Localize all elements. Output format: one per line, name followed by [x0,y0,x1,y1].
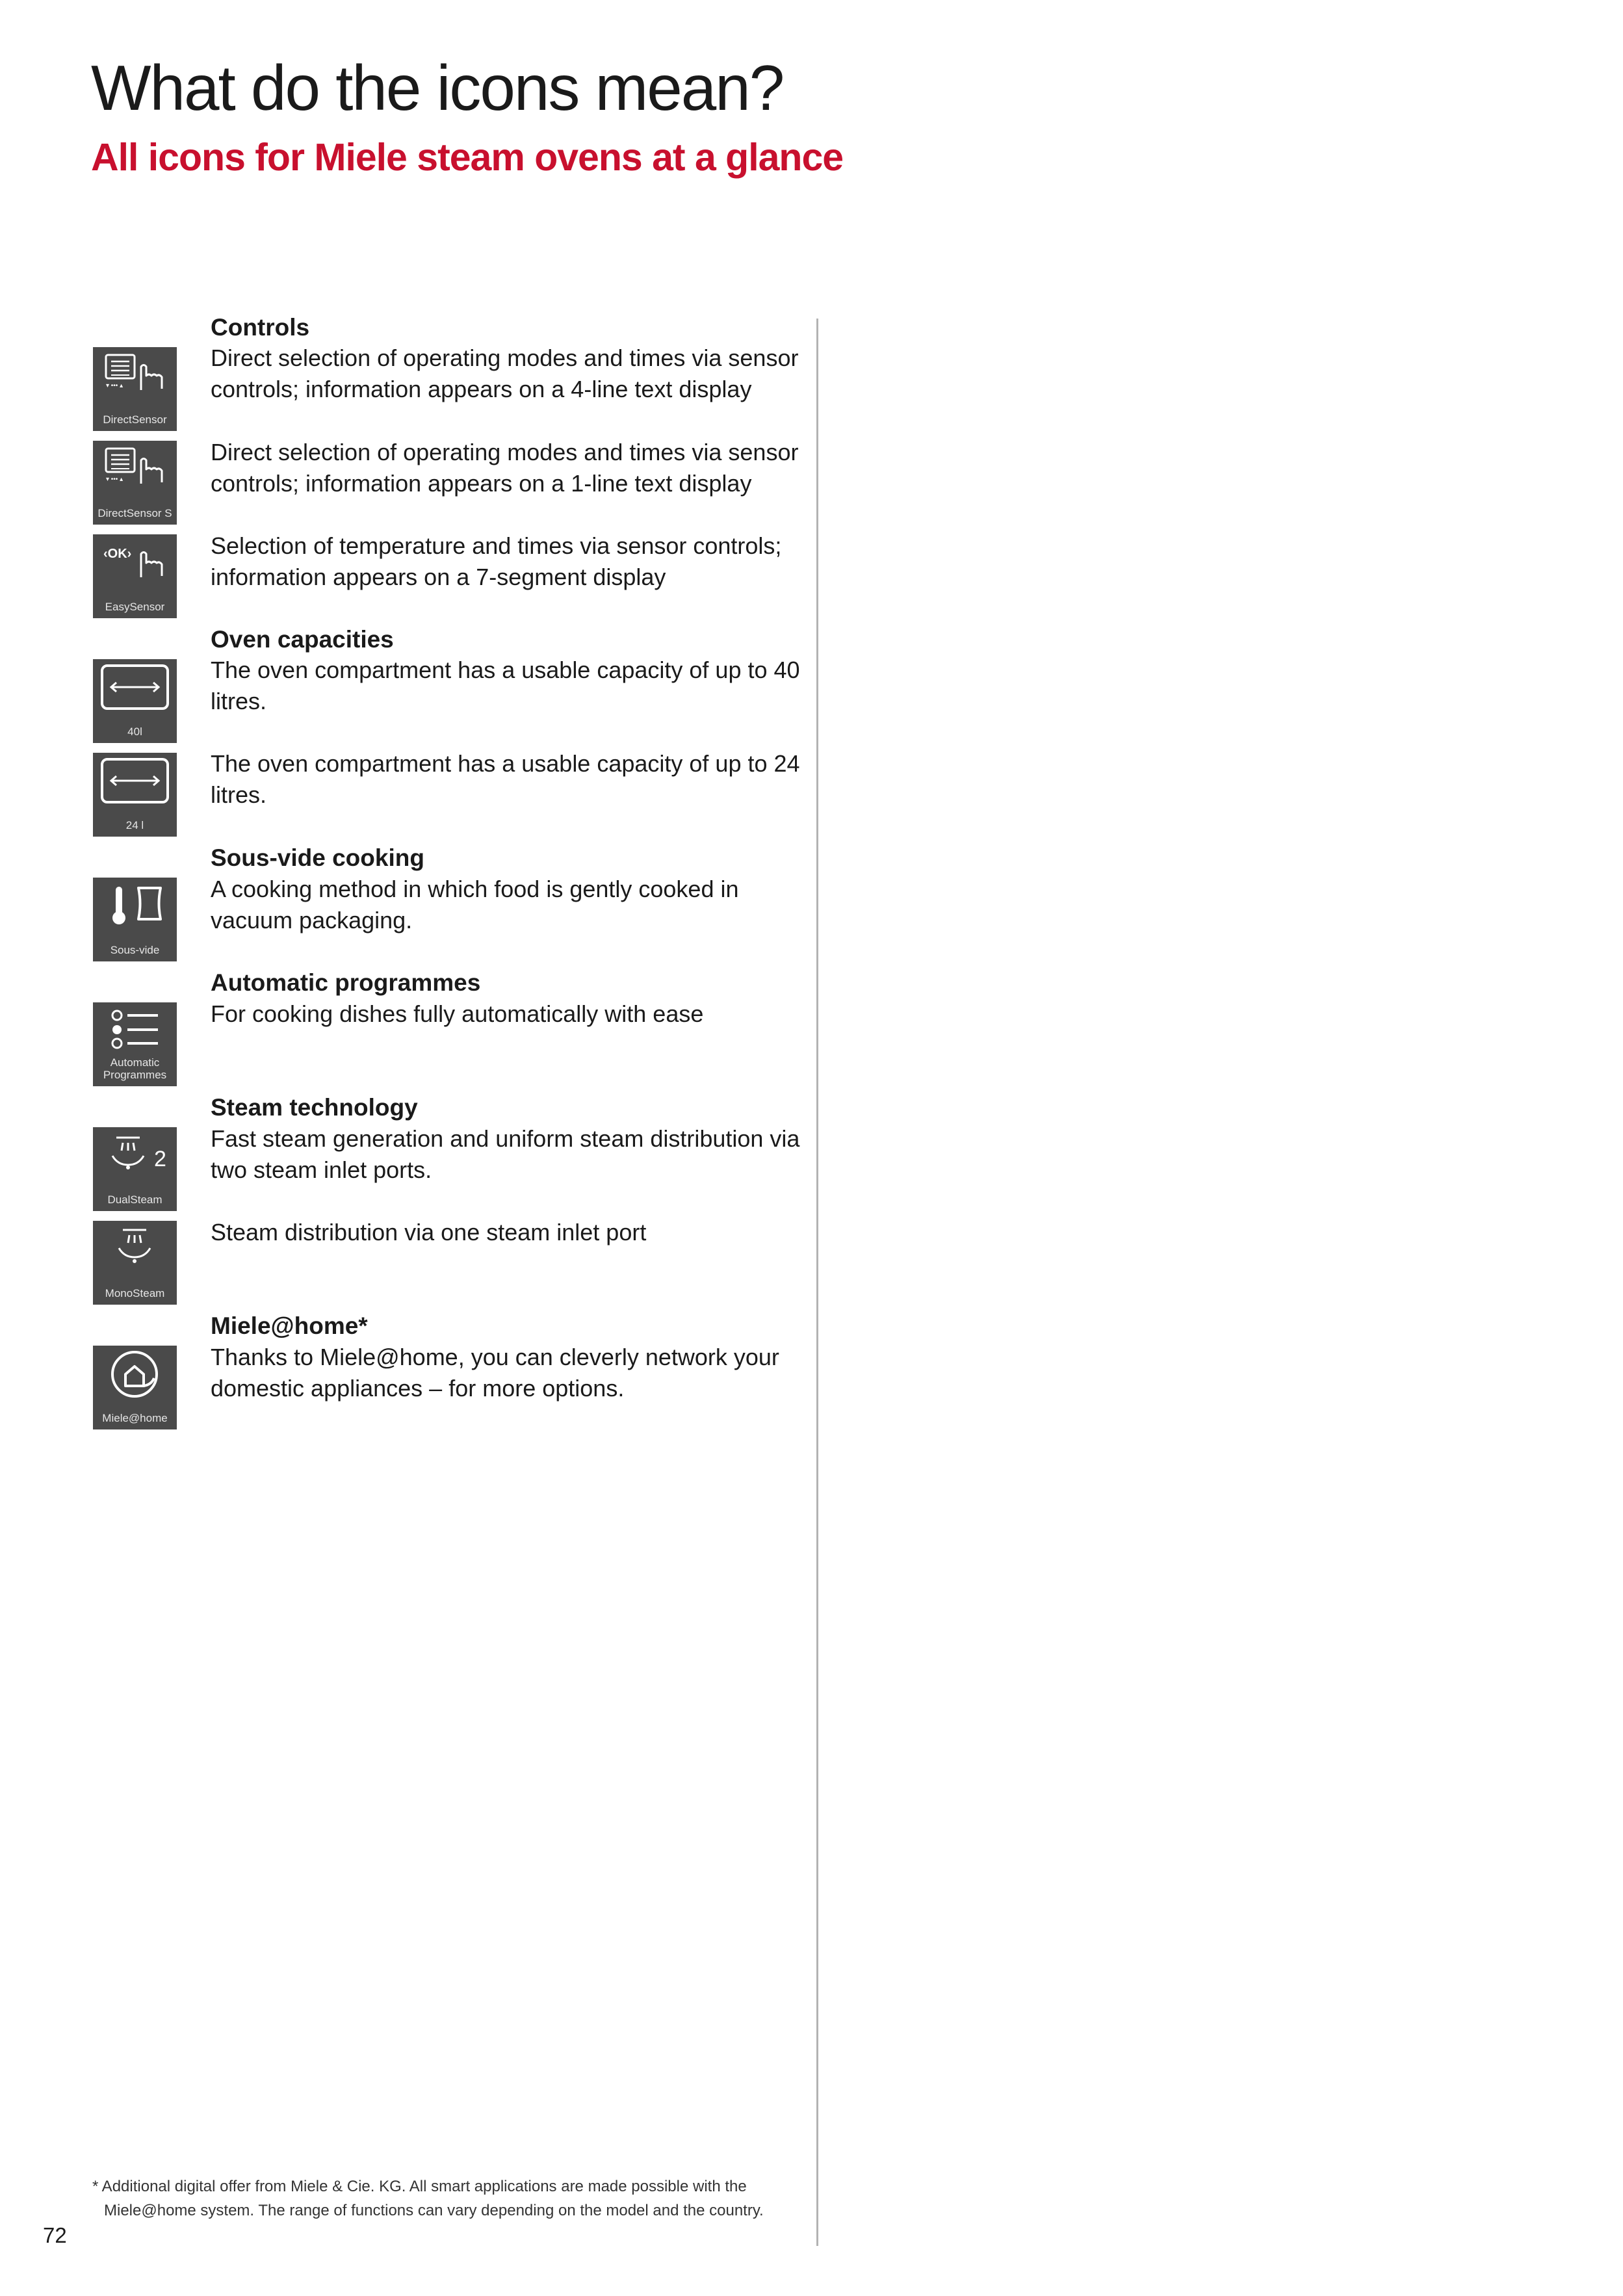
svg-text:‹OK›: ‹OK› [103,547,132,561]
icon-label: Sous-vide [110,944,160,956]
icon-tile-easysensor [93,534,177,618]
icon-label: EasySensor [105,601,165,613]
icon-tile-monosteam [93,1221,177,1305]
icon-tile-dualsteam [93,1127,177,1211]
page-subtitle: All icons for Miele steam ovens at a glance [91,136,844,179]
icon-label: DirectSensor S [97,507,172,519]
description-mielehome: Thanks to Miele@home, you can cleverly network your domestic appliances – for more options. [211,1344,779,1402]
icon-tile-mielehome [93,1346,177,1429]
icon-label-line1: Automatic [110,1056,160,1069]
description-40l: The oven compartment has a usable capacity of up to 40 litres. [211,657,800,714]
description-easysensor: Selection of temperature and times via sensor controls; information appears on a 7-segment display [211,532,782,590]
section-heading-capacities: Oven capacities [211,626,394,653]
icon-label: DirectSensor [103,413,167,426]
description-directsensor-s: Direct selection of operating modes and times via sensor controls; information appears on a 1-line text display [211,439,799,497]
svg-text:▾ ••• ▴: ▾ ••• ▴ [106,476,123,483]
description-24l: The oven compartment has a usable capacity of up to 24 litres. [211,750,800,808]
description-directsensor: Direct selection of operating modes and times via sensor controls; information appears on a 4-line text display [211,345,799,402]
footnote: * Additional digital offer from Miele & Cie. KG. All smart applications are made possible with the Miele@home system. The range of functions can vary depending on the model and the country. [92,2178,764,2219]
icon-label [93,1056,177,1081]
description-automatic: For cooking dishes fully automatically with ease [211,1000,704,1027]
description-sousvide: A cooking method in which food is gently cooked in vacuum packaging. [211,876,739,933]
icon-tile-automatic [93,1002,177,1086]
description-dualsteam: Fast steam generation and uniform steam distribution via two steam inlet ports. [211,1125,800,1183]
section-heading-steam: Steam technology [211,1094,418,1121]
icon-tile-directsensor [93,347,177,431]
icon-label: MonoSteam [105,1287,165,1299]
icon-label: Miele@home [102,1412,168,1424]
section-heading-automatic: Automatic programmes [211,969,481,996]
icon-tile-sousvide [93,878,177,961]
icon-label: 40l [127,725,142,738]
icon-label-line2: Programmes [103,1069,167,1081]
page-number: 72 [43,2223,67,2247]
description-monosteam: Steam distribution via one steam inlet port [211,1219,647,1246]
icon-tile-directsensor-s [93,441,177,525]
section-heading-home: Miele@home* [211,1312,368,1339]
svg-text:▾ ••• ▴: ▾ ••• ▴ [106,382,123,389]
dual-steam-digit: 2 [154,1147,166,1171]
icon-label: 24 l [125,819,144,831]
icon-tile-24l [93,753,177,837]
icon-tile-40l [93,659,177,743]
icon-label: DualSteam [107,1194,162,1206]
page-title: What do the icons mean? [91,52,784,124]
section-heading-controls: Controls [211,314,310,341]
section-heading-sousvide: Sous-vide cooking [211,844,424,871]
